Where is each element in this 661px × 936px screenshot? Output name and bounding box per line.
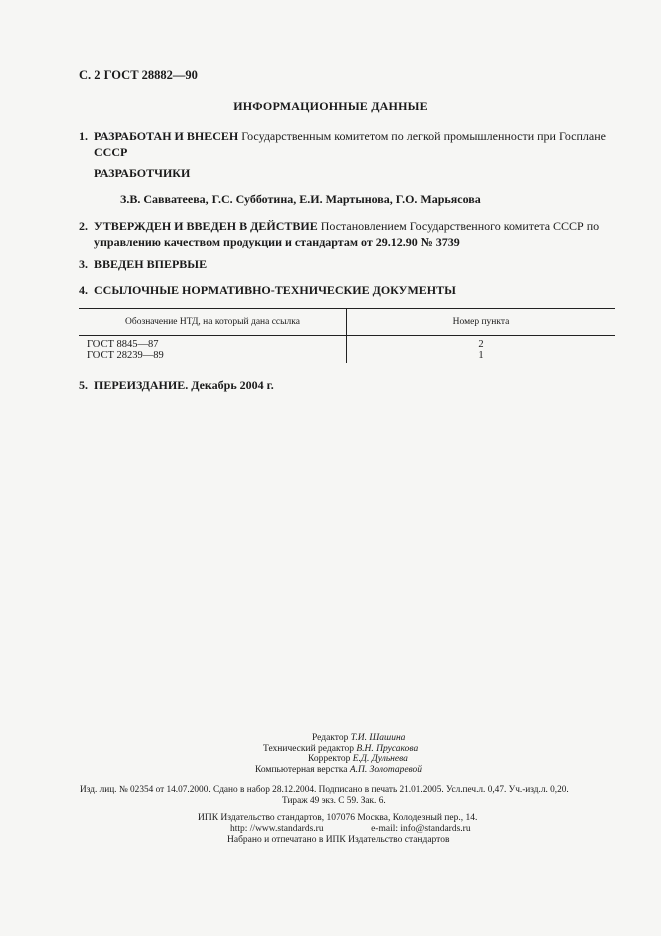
item-number: 2. <box>79 219 88 233</box>
table-row <box>79 336 615 351</box>
column-header-document: Обозначение НТД, на который дана ссылка <box>79 309 347 336</box>
reference-table <box>79 308 615 363</box>
section-title: ИНФОРМАЦИОННЫЕ ДАННЫЕ <box>233 99 428 113</box>
item-number: 3. <box>79 257 88 271</box>
item-text-continued: управлению качеством продукции и стандартам от 29.12.90 № 3739 <box>94 235 460 249</box>
credit-editor <box>255 733 422 744</box>
item-label: ВВЕДЕН ВПЕРВЫЕ <box>94 257 208 271</box>
credits-block <box>255 733 422 775</box>
item-text: Постановлением Государственного комитета СССР по <box>320 219 600 233</box>
clause-cell: 1 <box>478 350 484 361</box>
publisher-address: ИПК Издательство стандартов, 107076 Москва, Колодезный пер., 14. <box>198 813 478 823</box>
print-info-line: Изд. лиц. № 02354 от 14.07.2000. Сдано в набор 28.12.2004. Подписано в печать 21.01.2005. Усл.печ.л. 0,47. Уч.-изд.л. 0,20. <box>80 785 569 795</box>
credit-name: Т.И. Шашина <box>350 733 406 743</box>
table-row <box>79 350 615 363</box>
item-reissue <box>79 377 274 393</box>
credit-label: Компьютерная верстка <box>255 764 348 775</box>
developers-label: РАЗРАБОТЧИКИ <box>94 166 191 180</box>
item-number: 5. <box>79 378 88 392</box>
credit-corrector <box>255 754 422 765</box>
item-number: 1. <box>79 129 88 143</box>
credit-tech-editor <box>255 744 422 755</box>
table-header-row <box>79 309 615 336</box>
item-label: УТВЕРЖДЕН И ВВЕДЕН В ДЕЙСТВИЕ <box>94 219 318 233</box>
item-number: 4. <box>79 283 88 297</box>
item-label: ССЫЛОЧНЫЕ НОРМАТИВНО-ТЕХНИЧЕСКИЕ ДОКУМЕНТЫ <box>94 283 456 297</box>
clause-cell: 2 <box>478 339 484 350</box>
item-first-introduced <box>79 256 207 272</box>
item-approved <box>79 218 624 250</box>
item-developed <box>79 128 619 160</box>
credit-name: Е.Д. Дульнева <box>352 754 408 764</box>
credit-label: Технический редактор <box>263 743 354 754</box>
column-header-clause: Номер пункта <box>347 309 616 336</box>
credit-layout <box>255 765 422 776</box>
credit-label: Редактор <box>312 733 349 743</box>
credit-name: В.Н. Прусакова <box>356 743 419 754</box>
credit-label: Корректор <box>308 754 351 764</box>
item-text: Государственным комитетом по легкой промышленности при Госплане <box>241 129 606 143</box>
document-cell: ГОСТ 8845—87 <box>79 336 347 351</box>
item-label: РАЗРАБОТАН И ВНЕСЕН <box>94 129 239 143</box>
item-reference-docs <box>79 282 456 298</box>
publisher-printed: Набрано и отпечатано в ИПК Издательство стандартов <box>227 835 450 845</box>
document-cell: ГОСТ 28239—89 <box>79 350 347 363</box>
item-text-continued: СССР <box>94 145 128 159</box>
page-header: С. 2 ГОСТ 28882—90 <box>79 68 198 82</box>
item-label: ПЕРЕИЗДАНИЕ. Декабрь 2004 г. <box>94 378 274 392</box>
credit-name: А.П. Золотаревой <box>349 764 423 775</box>
publisher-contacts: http: //www.standards.ru e-mail: info@standards.ru <box>230 824 471 834</box>
print-run-line: Тираж 49 экз. С 59. Зак. 6. <box>282 796 386 806</box>
developers-names: З.В. Савватеева, Г.С. Субботина, Е.И. Мартынова, Г.О. Марьясова <box>120 192 481 206</box>
